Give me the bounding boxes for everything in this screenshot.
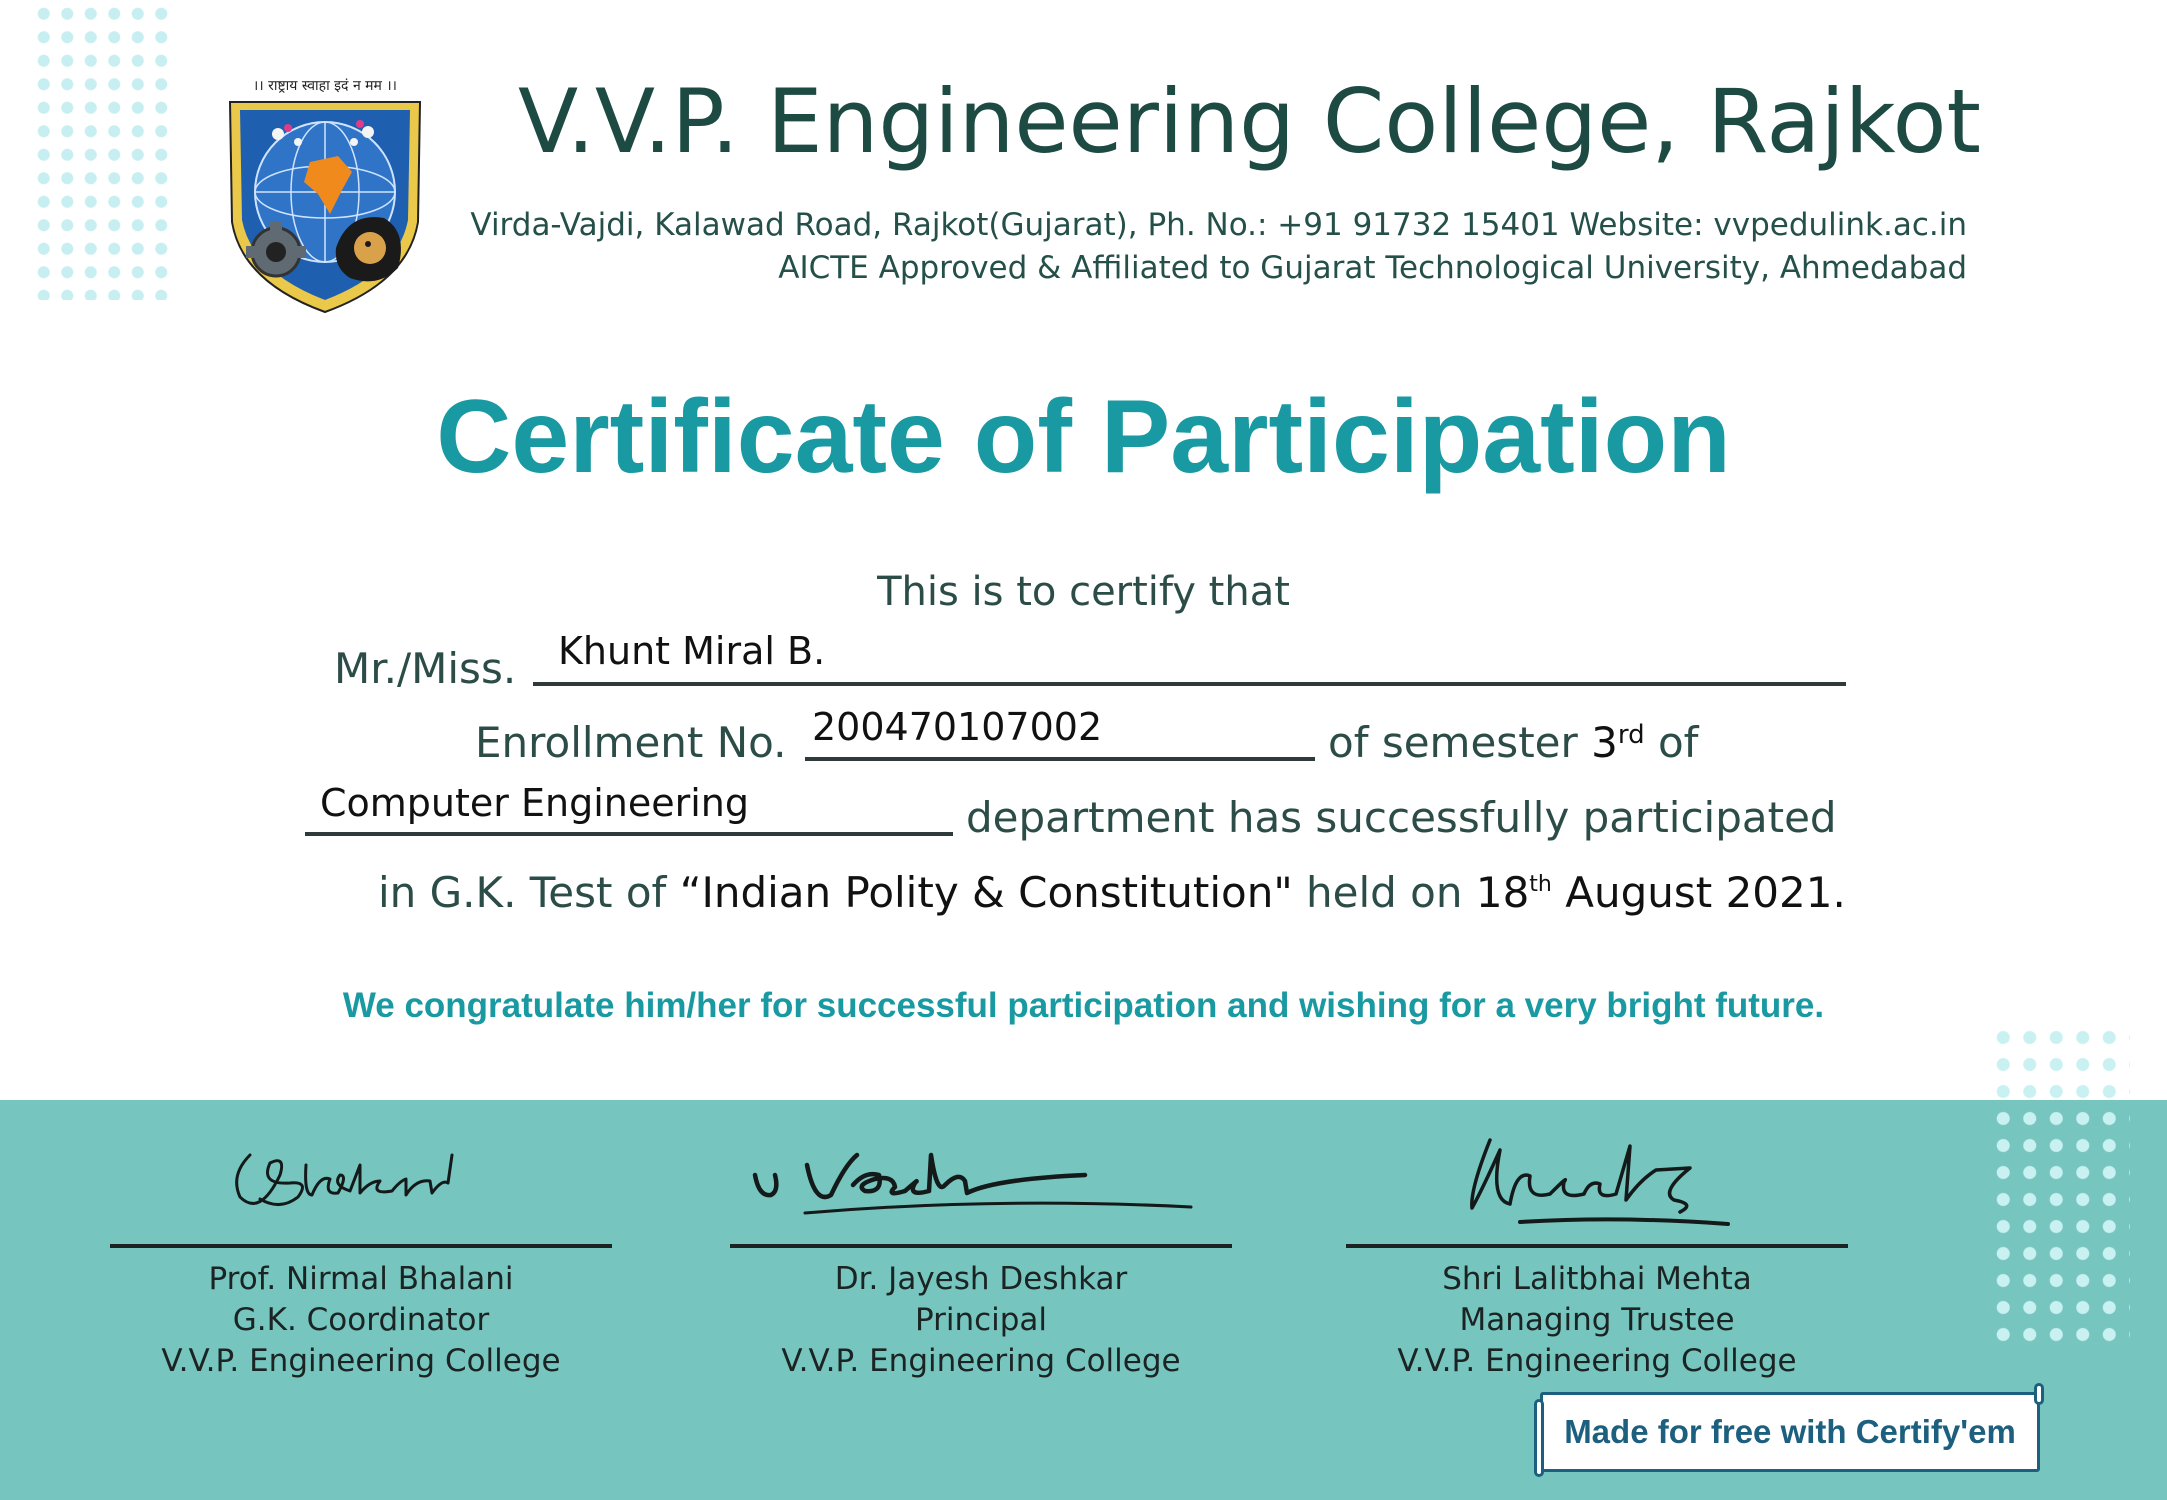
decorative-dot-grid-top-left (32, 2, 172, 300)
signatory-3-org: V.V.P. Engineering College (1397, 1343, 1797, 1379)
certify-intro: This is to certify that (877, 569, 1290, 615)
enrollment-underline (805, 757, 1315, 761)
enrollment-number: 200470107002 (812, 705, 1103, 749)
signatory-3-name: Shri Lalitbhai Mehta (1442, 1261, 1752, 1297)
department-name: Computer Engineering (320, 781, 749, 825)
signatory-1-role: G.K. Coordinator (232, 1302, 490, 1338)
decorative-dot-grid-bottom-right (1990, 1024, 2130, 1350)
name-label: Mr./Miss. (334, 644, 517, 693)
signatory-2-org: V.V.P. Engineering College (781, 1343, 1181, 1379)
college-approval: AICTE Approved & Affiliated to Gujarat Technological University, Ahmedabad (778, 250, 1967, 286)
signatory-1-name: Prof. Nirmal Bhalani (208, 1261, 514, 1297)
test-name: “Indian Polity & Constitution" (679, 868, 1293, 917)
signatory-3 (1346, 1259, 1848, 1382)
signatory-2 (730, 1259, 1232, 1382)
semester-suffix: rd (1617, 720, 1645, 750)
held-on: held on (1306, 868, 1463, 917)
signature-line-2 (730, 1244, 1232, 1248)
date-suffix: th (1529, 872, 1552, 897)
signatory-2-name: Dr. Jayesh Deshkar (834, 1261, 1128, 1297)
department-text: department has successfully participated (966, 793, 1837, 842)
semester-number: 3 (1591, 718, 1618, 767)
enrollment-label: Enrollment No. (475, 718, 787, 767)
signature-line-3 (1346, 1244, 1848, 1248)
signatory-2-role: Principal (914, 1302, 1048, 1338)
department-underline (305, 832, 953, 836)
semester-label: of semester (1328, 718, 1578, 767)
signature-line-1 (110, 1244, 612, 1248)
signatory-3-role: Managing Trustee (1459, 1302, 1735, 1338)
signature-mehta (1460, 1130, 1740, 1230)
certifyem-badge[interactable] (1540, 1392, 2040, 1472)
name-underline (533, 682, 1846, 686)
semester-text (1328, 718, 1699, 767)
test-prefix: in G.K. Test of (378, 868, 667, 917)
college-address: Virda-Vajdi, Kalawad Road, Rajkot(Gujarat), Ph. No.: +91 91732 15401 Website: vvpedulink.ac.in (470, 207, 1967, 243)
certifyem-badge-label: Made for free with Certify'em (1564, 1413, 2016, 1450)
date-day: 18 (1475, 868, 1530, 917)
emblem-motto: ।। राष्ट्राय स्वाहा इदं न मम ।। (253, 78, 397, 94)
signatory-1 (110, 1259, 612, 1382)
date-rest: August 2021. (1565, 868, 1846, 917)
signatory-1-org: V.V.P. Engineering College (161, 1343, 561, 1379)
signature-deshkar (745, 1135, 1205, 1225)
test-line (378, 868, 1846, 917)
college-emblem-graphic (218, 72, 432, 314)
scroll-roll-left (1534, 1399, 1544, 1477)
certificate-title: Certificate of Participation (436, 379, 1731, 495)
congratulation-message: We congratulate him/her for successful participation and wishing for a very bright future. (342, 986, 1825, 1025)
college-name: V.V.P. Engineering College, Rajkot (518, 70, 1981, 173)
participant-name: Khunt Miral B. (558, 629, 826, 673)
signature-bhalani (220, 1135, 480, 1225)
scroll-roll-right (2034, 1383, 2044, 1405)
college-emblem (218, 72, 432, 314)
semester-of: of (1657, 718, 1699, 767)
